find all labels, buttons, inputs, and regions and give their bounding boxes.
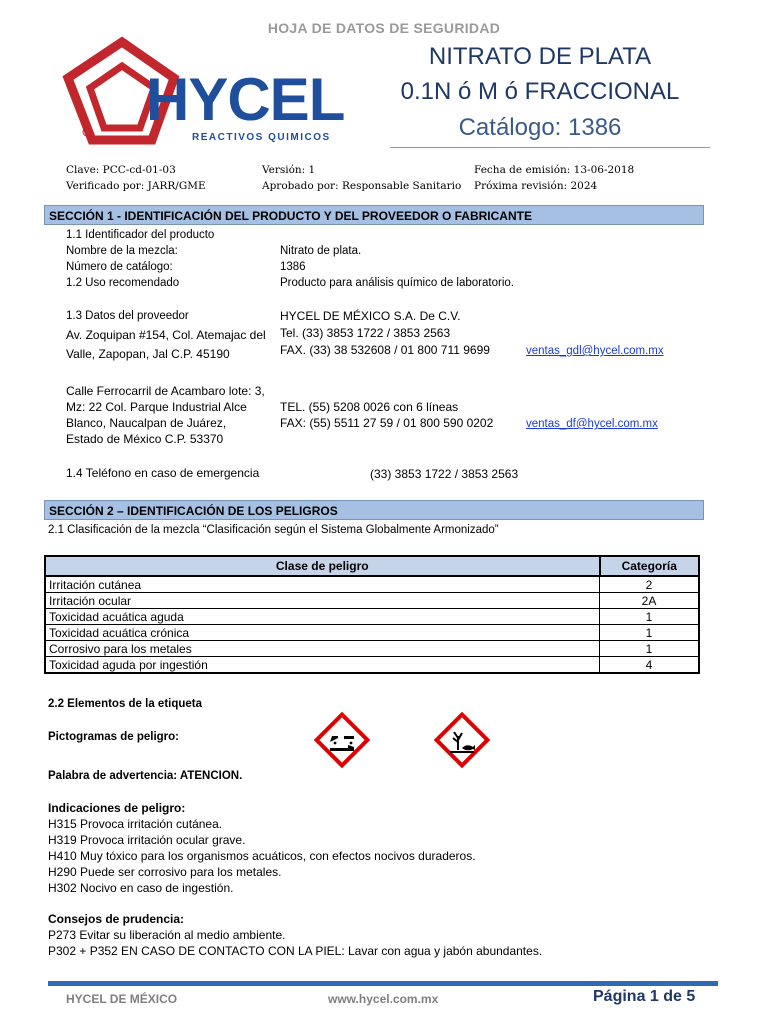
s21-label: 2.1 Clasificación de la mezcla “Clasificación según el Sistema Globalmente Armonizado” <box>48 524 499 536</box>
company-contact-1 <box>280 308 490 359</box>
fax-1: FAX. (33) 38 532608 / 01 800 711 9699 <box>280 343 490 357</box>
email-df-link[interactable]: ventas_df@hycel.com.mx <box>526 418 658 430</box>
hazard-statement: H410 Muy tóxico para los organismos acuáticos, con efectos nocivos duraderos. <box>48 849 476 863</box>
footer-website: www.hycel.com.mx <box>328 992 439 1006</box>
precautionary-statements <box>48 911 542 959</box>
page-number: Página 1 de 5 <box>593 988 696 1005</box>
table-row <box>45 609 699 625</box>
section-1-header: SECCIÓN 1 - IDENTIFICACIÓN DEL PRODUCTO Y DEL PROVEEDOR O FABRICANTE <box>44 205 704 225</box>
hycel-logo <box>62 36 345 148</box>
nombre-label: Nombre de la mezcla: <box>66 245 178 257</box>
corrosion-pictogram-icon <box>314 712 370 773</box>
meta-aprobado: Aprobado por: Responsable Sanitario <box>262 180 462 192</box>
address-1 <box>66 326 266 364</box>
logo-subtitle: REACTIVOS QUIMICOS <box>192 132 331 143</box>
catalog-number: Catálogo: 1386 <box>458 114 622 141</box>
section-2-header: SECCIÓN 2 – IDENTIFICACIÓN DE LOS PELIGROS <box>44 500 704 520</box>
table-row <box>45 657 699 674</box>
nombre-value: Nitrato de plata. <box>280 245 362 257</box>
product-title: NITRATO DE PLATA <box>428 43 652 70</box>
precautionary-statement: P273 Evitar su liberación al medio ambiente. <box>48 928 286 942</box>
meta-fecha: Fecha de emisión: 13-06-2018 <box>474 164 635 176</box>
meta-col-3 <box>474 162 634 194</box>
pictogramas-label: Pictogramas de peligro: <box>48 731 180 743</box>
table-row <box>45 576 699 593</box>
meta-verificado: Verificado por: JARR/GME <box>66 180 206 192</box>
s1-right-block <box>280 243 514 291</box>
s22-label: 2.2 Elementos de la etiqueta <box>48 698 203 710</box>
hazard-statement: H290 Puede ser corrosivo para los metales. <box>48 865 282 879</box>
hazard-table <box>44 555 700 674</box>
categoria-cell: 1 <box>600 609 700 625</box>
categoria-cell: 2 <box>600 576 700 593</box>
environment-pictogram-icon <box>434 712 490 773</box>
title-block <box>360 40 720 146</box>
footer-company: HYCEL DE MÉXICO <box>66 992 178 1006</box>
hazard-statement: H315 Provoca irritación cutánea. <box>48 817 223 831</box>
clase-cell: Irritación cutánea <box>45 576 600 593</box>
document-type-label: HOJA DE DATOS DE SEGURIDAD <box>267 20 501 36</box>
clase-cell: Toxicidad acuática aguda <box>45 609 600 625</box>
categoria-cell: 2A <box>600 593 700 609</box>
address-1-line-2: Valle, Zapopan, Jal C.P. 45190 <box>66 347 230 361</box>
address-2-line-3: Blanco, Naucalpan de Juárez, <box>66 416 227 430</box>
meta-version: Versión: 1 <box>262 164 316 176</box>
meta-clave: Clave: PCC-cd-01-03 <box>66 164 176 176</box>
address-2-line-4: Estado de México C.P. 53370 <box>66 432 224 446</box>
proveedor-label: 1.3 Datos del proveedor <box>66 310 189 322</box>
company-name: HYCEL DE MÉXICO S.A. De C.V. <box>280 309 461 323</box>
hazard-statement: H319 Provoca irritación ocular grave. <box>48 833 246 847</box>
categoria-cell: 4 <box>600 657 700 674</box>
address-1-line-1: Av. Zoquipan #154, Col. Atemajac del <box>66 328 266 342</box>
categoria-cell: 1 <box>600 641 700 657</box>
uso-label: 1.2 Uso recomendado <box>66 277 180 289</box>
hazard-statement: H302 Nocivo en caso de ingestión. <box>48 881 234 895</box>
categoria-cell: 1 <box>600 625 700 641</box>
table-row <box>45 641 699 657</box>
address-2-line-2: Mz: 22 Col. Parque Industrial Alce <box>66 400 247 414</box>
fax-2: FAX: (55) 5511 27 59 / 01 800 590 0202 <box>280 416 494 430</box>
clase-cell: Toxicidad acuática crónica <box>45 625 600 641</box>
emergency-phone: (33) 3853 1722 / 3853 2563 <box>370 467 519 481</box>
s1-left-block <box>66 227 214 291</box>
title-divider <box>390 147 710 148</box>
footer-divider <box>48 981 718 986</box>
meta-col-1 <box>66 162 206 194</box>
s11-label: 1.1 Identificador del producto <box>66 229 215 241</box>
logo-wordmark: HYCEL <box>146 66 345 133</box>
email-gdl-link[interactable]: ventas_gdl@hycel.com.mx <box>526 345 664 357</box>
address-2 <box>66 383 265 447</box>
hazard-table-header <box>45 556 699 576</box>
numero-value: 1386 <box>280 261 306 273</box>
uso-value: Producto para análisis químico de laboratorio. <box>280 277 514 289</box>
col-clase-header: Clase de peligro <box>45 556 600 576</box>
clase-cell: Irritación ocular <box>45 593 600 609</box>
company-contact-2 <box>280 399 493 431</box>
emergency-label: 1.4 Teléfono en caso de emergencia <box>66 466 260 480</box>
signal-word: Palabra de advertencia: ATENCION. <box>48 770 243 782</box>
meta-revision: Próxima revisión: 2024 <box>474 180 598 192</box>
hazard-statements <box>48 800 476 896</box>
hazard-statements-title: Indicaciones de peligro: <box>48 801 186 815</box>
col-categoria-header: Categoría <box>600 556 700 576</box>
clase-cell: Toxicidad aguda por ingestión <box>45 657 600 674</box>
precautionary-statement: P302 + P352 EN CASO DE CONTACTO CON LA PIEL: Lavar con agua y jabón abundantes. <box>48 944 543 958</box>
tel-1: Tel. (33) 3853 1722 / 3853 2563 <box>280 326 451 340</box>
clase-cell: Corrosivo para los metales <box>45 641 600 657</box>
address-2-line-1: Calle Ferrocarril de Acambaro lote: 3, <box>66 384 265 398</box>
precautionary-title: Consejos de prudencia: <box>48 912 185 926</box>
product-concentration: 0.1N ó M ó FRACCIONAL <box>400 78 680 105</box>
meta-col-2 <box>262 162 461 194</box>
table-row <box>45 625 699 641</box>
table-row <box>45 593 699 609</box>
tel-2: TEL. (55) 5208 0026 con 6 líneas <box>280 400 459 414</box>
numero-label: Número de catálogo: <box>66 261 173 273</box>
